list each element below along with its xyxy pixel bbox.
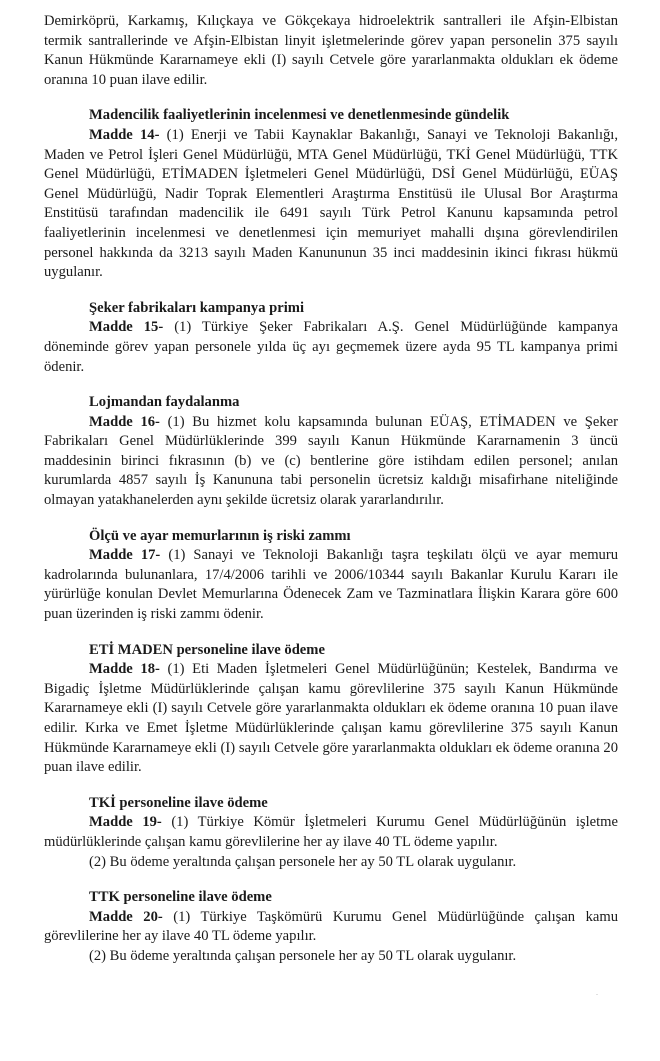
article-text: ödeme yapılır. xyxy=(229,928,317,945)
article-text: (1) Türkiye Taşkömürü Kurumu Genel Müdürlüğünde çalışan kamu görevlilerine her ay ilave xyxy=(44,908,618,945)
section-heading: Lojmandan faydalanma xyxy=(89,394,240,411)
article-text: (1) Türkiye Kömür İşletmeleri Kurumu Genel Müdürlüğünün işletme müdürlüklerinde çalışan kamu görevlilerine her ay ilave 40 TL ödeme yapılır. xyxy=(44,814,618,850)
section-madde-18 xyxy=(44,641,618,778)
article-text: (1) Sanayi ve Teknoloji Bakanlığı taşra teşkilatı ölçü ve ayar memuru kadrolarında bulunanlara, 17/4/2006 tarihli ve 2006/10344 sayılı Bakanlar Kurulu Kararı ile yürürlüğe konulan Devlet Memurlarına Ödenecek Zam ve Tazminatlara İlişkin Karara göre 600 puan üzerinden iş riski zammı ödenir. xyxy=(44,547,618,623)
article-label: Madde 15- xyxy=(89,319,164,336)
article-text: (1) Türkiye Şeker Fabrikaları A.Ş. Genel Müdürlüğünde kampanya döneminde görev yapan personele yılda üç ayı geçmemek üzere ayda 95 TL kampanya primi ödenir. xyxy=(44,319,618,375)
section-madde-19 xyxy=(44,794,618,872)
scan-speck xyxy=(596,994,598,995)
article-text-amount: 40 TL xyxy=(193,928,230,945)
article-label: Madde 17- xyxy=(89,547,161,564)
article-paragraph xyxy=(44,813,618,852)
section-madde-17 xyxy=(44,527,618,625)
section-madde-20 xyxy=(44,888,618,966)
article-paragraph xyxy=(44,318,618,377)
article-subparagraph: (2) Bu ödeme yeraltında çalışan personele her ay 50 TL olarak uygulanır. xyxy=(89,853,517,870)
article-paragraph xyxy=(44,126,618,283)
document-page xyxy=(44,12,618,967)
article-subparagraph: (2) Bu ödeme yeraltında çalışan personele her ay 50 TL olarak uygulanır. xyxy=(89,947,517,964)
article-paragraph xyxy=(44,908,618,947)
article-label: Madde 18- xyxy=(89,661,160,678)
section-madde-15 xyxy=(44,299,618,377)
article-label: Madde 19- xyxy=(89,814,162,831)
article-text: (1) Bu hizmet kolu kapsamında bulunan EÜAŞ, ETİMADEN ve Şeker Fabrikaları Genel Müdürlüklerinde 399 sayılı Kanun Hükmünde Kararnamenin 3 üncü maddesinin birinci fıkrasının (b) ve (c) bentlerine göre istihdam edilen personel; anılan kurumlarda 4857 sayılı İş Kanununa tabi personelin ücretsiz kaldığı misafirhane niteliğinde olmayan yatakhanelerden aynı şekilde ücretsiz olarak yararlandırılır. xyxy=(44,413,618,509)
article-paragraph xyxy=(44,546,618,624)
section-heading: ETİ MADEN personeline ilave ödeme xyxy=(89,641,325,658)
section-heading: TTK personeline ilave ödeme xyxy=(89,889,272,906)
section-heading: Ölçü ve ayar memurlarının iş riski zammı xyxy=(89,527,351,544)
article-text: (1) Eti Maden İşletmeleri Genel Müdürlüğünün; Kestelek, Bandırma ve Bigadiç İşletme Müdürlüklerinde çalışan kamu görevlilerine 375 sayılı Kanun Hükmünde Kararnameye ekli (I) sayılı Cetvele göre yararlanmakta oldukları ek ödeme oranına 10 puan ilave edilir. Kırka ve Emet İşletme Müdürlüklerinde çalışan kamu görevlilerine 375 sayılı Kanun Hükmünde Kararnameye ekli (I) sayılı Cetvele göre yararlanmakta oldukları ek ödeme oranına 20 puan ilave edilir. xyxy=(44,661,618,776)
section-madde-16 xyxy=(44,393,618,511)
article-paragraph xyxy=(44,413,618,511)
article-label: Madde 14- xyxy=(89,126,160,143)
section-heading: Madencilik faaliyetlerinin incelenmesi ve denetlenmesinde gündelik xyxy=(89,107,510,124)
article-paragraph xyxy=(44,660,618,778)
intro-paragraph: Demirköprü, Karkamış, Kılıçkaya ve Gökçekaya hidroelektrik santralleri ile Afşin-Elbistan termik santrallerinde ve Afşin-Elbistan linyit işletmelerinde görev yapan personelin 375 sayılı Kanun Hükmünde Kararnameye ekli (I) sayılı Cetvele göre yararlanmakta oldukları ek ödeme oranına 10 puan ilave edilir. xyxy=(44,13,618,88)
section-heading: TKİ personeline ilave ödeme xyxy=(89,794,268,811)
article-text: (1) Enerji ve Tabii Kaynaklar Bakanlığı, Sanayi ve Teknoloji Bakanlığı, Maden ve Petrol İşleri Genel Müdürlüğü, MTA Genel Müdürlüğü, TKİ Genel Müdürlüğü, TTK Genel Müdürlüğü, ETİMADEN İşletmeleri Genel Müdürlüğü, DSİ Genel Müdürlüğü, EÜAŞ Genel Müdürlüğü, Nadir Toprak Elementleri Araştırma Enstitüsü ile Ulusal Bor Araştırma Enstitüsü tarafından madencilik ile 6491 sayılı Türk Petrol Kanunu kapsamında petrol faaliyetlerinin incelenmesi ve denetlenmesi için memuriyet mahalli dışına görevlendirilen personel hakkında da 3213 sayılı Maden Kanununun 35 inci maddesinin ikinci fıkrası hükmü uygulanır. xyxy=(44,126,618,281)
section-madde-14 xyxy=(44,106,618,282)
section-heading: Şeker fabrikaları kampanya primi xyxy=(89,299,305,316)
article-label: Madde 16- xyxy=(89,413,160,430)
article-label: Madde 20- xyxy=(89,908,163,925)
